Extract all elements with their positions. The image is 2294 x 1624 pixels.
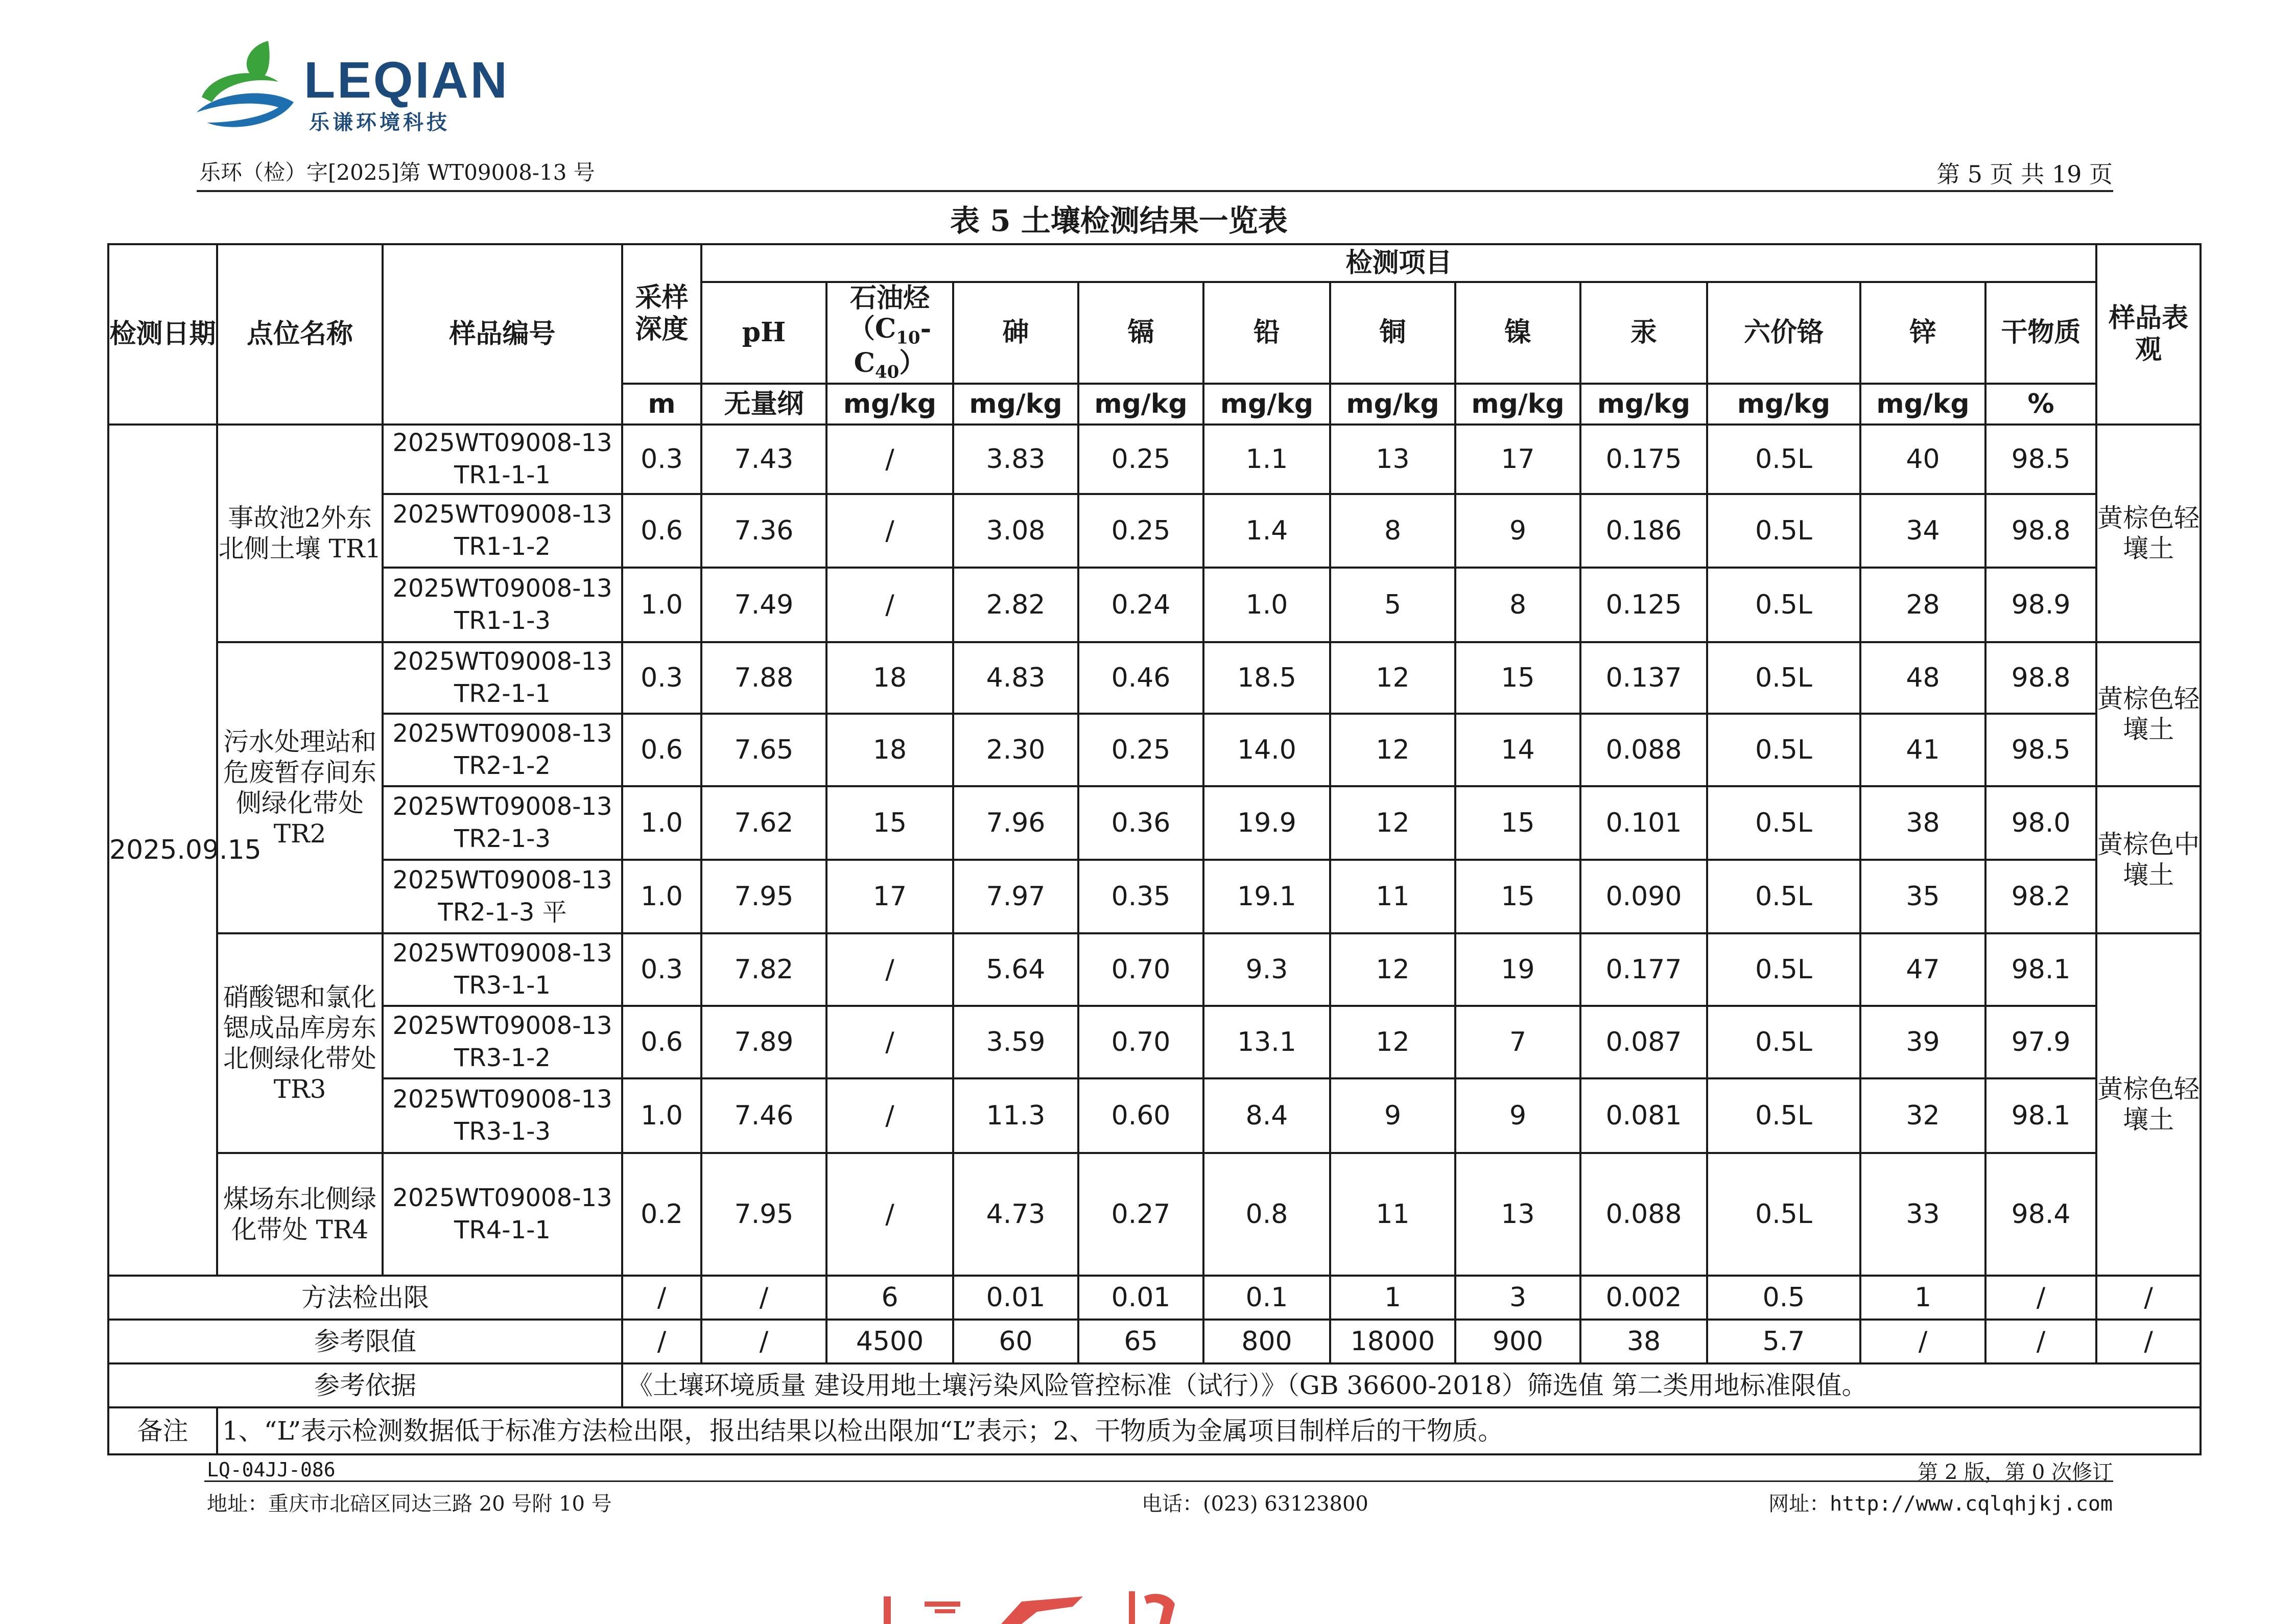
result-value: 7.36	[701, 494, 826, 568]
limit-value: 1	[1860, 1276, 1985, 1320]
sample-id	[383, 933, 622, 1006]
limit-value: 0.01	[953, 1276, 1078, 1320]
sample-id	[383, 568, 622, 642]
result-value: 15	[826, 786, 953, 860]
footer-address: 地址：重庆市北碚区同达三路 20 号附 10 号	[207, 1492, 612, 1516]
result-value: 0.125	[1580, 568, 1707, 642]
limit-value: 6	[826, 1276, 953, 1320]
result-value: 1.4	[1203, 494, 1330, 568]
limit-appearance: /	[2096, 1276, 2201, 1320]
header-item-8: 六价铬	[1707, 282, 1860, 384]
limit-value: 900	[1455, 1320, 1580, 1363]
result-value: 12	[1330, 642, 1455, 714]
sample-id	[383, 494, 622, 568]
result-value: 35	[1860, 860, 1985, 933]
result-value: 0.186	[1580, 494, 1707, 568]
result-value: 0.081	[1580, 1078, 1707, 1153]
result-value: 4.83	[953, 642, 1078, 714]
header-unit-2: mg/kg	[953, 384, 1078, 425]
point-name: 污水处理站和危废暂存间东侧绿化带处 TR2	[217, 642, 383, 933]
result-value: 9	[1330, 1078, 1455, 1153]
header-unit-6: mg/kg	[1455, 384, 1580, 425]
result-value: 12	[1330, 786, 1455, 860]
result-value: 7.95	[701, 860, 826, 933]
result-value: 19.1	[1203, 860, 1330, 933]
sample-id-suffix: TR3-1-1	[454, 971, 551, 1000]
header-item-2: 砷	[953, 282, 1078, 384]
result-value: 0.46	[1078, 642, 1203, 714]
reference-limit-label: 参考限值	[108, 1320, 622, 1363]
header-depth: 采样深度	[622, 244, 701, 384]
result-value: 17	[1455, 425, 1580, 494]
result-value: 0.087	[1580, 1006, 1707, 1078]
table-row	[108, 860, 2201, 933]
header-point: 点位名称	[217, 244, 383, 425]
reference-basis-row	[108, 1363, 2201, 1407]
sample-id-suffix: TR3-1-3	[454, 1117, 551, 1146]
footer-divider	[204, 1480, 2113, 1482]
header-row-1	[108, 244, 2201, 282]
sample-id-suffix: TR1-1-2	[454, 532, 551, 561]
limit-value: 38	[1580, 1320, 1707, 1363]
sample-depth: 1.0	[622, 860, 701, 933]
result-value: 38	[1860, 786, 1985, 860]
sample-id	[383, 642, 622, 714]
header-item-9: 锌	[1860, 282, 1985, 384]
limit-value: /	[1985, 1276, 2096, 1320]
result-value: 32	[1860, 1078, 1985, 1153]
sample-depth: 0.6	[622, 714, 701, 786]
result-value: 98.5	[1985, 714, 2096, 786]
result-value: 0.175	[1580, 425, 1707, 494]
result-value: 11.3	[953, 1078, 1078, 1153]
company-logo	[192, 36, 509, 138]
result-value: 18.5	[1203, 642, 1330, 714]
result-value: 0.5L	[1707, 933, 1860, 1006]
result-value: /	[826, 933, 953, 1006]
result-value: 2.82	[953, 568, 1078, 642]
result-value: 3.59	[953, 1006, 1078, 1078]
sample-id-prefix: 2025WT09008-13	[392, 792, 612, 821]
result-value: 0.5L	[1707, 1078, 1860, 1153]
result-value: 9	[1455, 494, 1580, 568]
header-unit-4: mg/kg	[1203, 384, 1330, 425]
header-item-5: 铜	[1330, 282, 1455, 384]
sample-id-suffix: TR2-1-1	[454, 679, 551, 708]
limit-depth: /	[622, 1320, 701, 1363]
header-divider	[197, 190, 2113, 192]
result-value: /	[826, 494, 953, 568]
result-value: 14.0	[1203, 714, 1330, 786]
result-value: 0.177	[1580, 933, 1707, 1006]
header-sample: 样品编号	[383, 244, 622, 425]
result-value: /	[826, 425, 953, 494]
sample-depth: 0.3	[622, 642, 701, 714]
header-item-1	[826, 282, 953, 384]
header-item-formula: $(C_{10}-C_{40})$	[848, 313, 932, 383]
sample-id	[383, 860, 622, 933]
table-row	[108, 786, 2201, 860]
limit-value: 0.002	[1580, 1276, 1707, 1320]
result-value: 15	[1455, 860, 1580, 933]
result-value: 0.088	[1580, 714, 1707, 786]
result-value: 1.1	[1203, 425, 1330, 494]
result-value: 7.49	[701, 568, 826, 642]
remarks-row	[108, 1407, 2201, 1454]
sample-id-prefix: 2025WT09008-13	[392, 939, 612, 968]
limit-value: /	[701, 1276, 826, 1320]
result-value: 7.96	[953, 786, 1078, 860]
result-value: 11	[1330, 1153, 1455, 1276]
result-value: 7.65	[701, 714, 826, 786]
result-value: 0.5L	[1707, 860, 1860, 933]
result-value: 12	[1330, 933, 1455, 1006]
table-row	[108, 1153, 2201, 1276]
sample-id-prefix: 2025WT09008-13	[392, 866, 612, 895]
header-unit-1: mg/kg	[826, 384, 953, 425]
result-value: 0.8	[1203, 1153, 1330, 1276]
point-name: 煤场东北侧绿化带处 TR4	[217, 1153, 383, 1276]
table-row	[108, 642, 2201, 714]
result-value: 0.5L	[1707, 786, 1860, 860]
sample-depth: 0.3	[622, 425, 701, 494]
result-value: 34	[1860, 494, 1985, 568]
result-value: 7.43	[701, 425, 826, 494]
limit-value: 60	[953, 1320, 1078, 1363]
result-value: 11	[1330, 860, 1455, 933]
reference-basis-text: 《土壤环境质量 建设用地土壤污染风险管控标准（试行）》（GB 36600-2018）筛选值 第二类用地标准限值。	[622, 1363, 2201, 1407]
sample-id	[383, 1153, 622, 1276]
table-row	[108, 1006, 2201, 1078]
result-value: 0.137	[1580, 642, 1707, 714]
limit-value: /	[1985, 1320, 2096, 1363]
result-value: 0.25	[1078, 494, 1203, 568]
sample-depth: 1.0	[622, 1078, 701, 1153]
sample-id-suffix: TR2-1-3 平	[438, 898, 567, 927]
red-seal-stamp-icon	[868, 1576, 1226, 1624]
page-info: 第 5 页 共 19 页	[1936, 160, 2113, 188]
result-value: 28	[1860, 568, 1985, 642]
header-item-name: 石油烃	[849, 283, 930, 314]
result-value: 4.73	[953, 1153, 1078, 1276]
table-row	[108, 933, 2201, 1006]
limit-value: /	[1860, 1320, 1985, 1363]
result-value: 98.0	[1985, 786, 2096, 860]
sample-id-suffix: TR1-1-3	[454, 606, 551, 635]
result-value: 98.8	[1985, 494, 2096, 568]
sample-appearance: 黄棕色轻壤土	[2096, 642, 2201, 786]
result-value: 14	[1455, 714, 1580, 786]
limit-value: 1	[1330, 1276, 1455, 1320]
result-value: 19.9	[1203, 786, 1330, 860]
result-value: 13	[1455, 1153, 1580, 1276]
result-value: 0.36	[1078, 786, 1203, 860]
sample-id	[383, 1078, 622, 1153]
result-value: 97.9	[1985, 1006, 2096, 1078]
result-value: 0.5L	[1707, 494, 1860, 568]
result-value: /	[826, 1006, 953, 1078]
result-value: 98.1	[1985, 933, 2096, 1006]
sample-id	[383, 425, 622, 494]
limit-value: 0.01	[1078, 1276, 1203, 1320]
result-value: 0.27	[1078, 1153, 1203, 1276]
header-item-10: 干物质	[1985, 282, 2096, 384]
result-value: 7.46	[701, 1078, 826, 1153]
footer-website: 网址：http://www.cqlqhjkj.com	[1768, 1492, 2113, 1516]
limit-value: 0.5	[1707, 1276, 1860, 1320]
header-item-7: 汞	[1580, 282, 1707, 384]
result-value: 48	[1860, 642, 1985, 714]
limit-value: /	[701, 1320, 826, 1363]
result-value: 19	[1455, 933, 1580, 1006]
result-value: 12	[1330, 1006, 1455, 1078]
limit-appearance: /	[2096, 1320, 2201, 1363]
result-value: 0.5L	[1707, 1006, 1860, 1078]
reference-limit-row	[108, 1320, 2201, 1363]
header-unit-9: mg/kg	[1860, 384, 1985, 425]
header-item-4: 铅	[1203, 282, 1330, 384]
result-value: 9.3	[1203, 933, 1330, 1006]
result-value: 98.8	[1985, 642, 2096, 714]
version-info: 第 2 版，第 0 次修订	[1918, 1461, 2113, 1484]
result-value: 18	[826, 642, 953, 714]
sample-id-prefix: 2025WT09008-13	[392, 647, 612, 676]
result-value: 47	[1860, 933, 1985, 1006]
table-row	[108, 494, 2201, 568]
sample-appearance: 黄棕色轻壤土	[2096, 933, 2201, 1276]
header-items-group: 检测项目	[701, 244, 2096, 282]
header-unit-10: %	[1985, 384, 2096, 425]
result-value: 13.1	[1203, 1006, 1330, 1078]
result-value: 7.89	[701, 1006, 826, 1078]
sample-depth: 1.0	[622, 568, 701, 642]
result-value: 2.30	[953, 714, 1078, 786]
table-title: 表 5 土壤检测结果一览表	[950, 203, 1288, 238]
result-value: 0.25	[1078, 425, 1203, 494]
result-value: 98.5	[1985, 425, 2096, 494]
result-value: 15	[1455, 786, 1580, 860]
result-value: 7.95	[701, 1153, 826, 1276]
result-value: 9	[1455, 1078, 1580, 1153]
result-value: 5.64	[953, 933, 1078, 1006]
sample-id-suffix: TR2-1-2	[454, 751, 551, 780]
limit-depth: /	[622, 1276, 701, 1320]
sample-depth: 0.2	[622, 1153, 701, 1276]
header-item-6: 镍	[1455, 282, 1580, 384]
result-value: 13	[1330, 425, 1455, 494]
header-unit-8: mg/kg	[1707, 384, 1860, 425]
sample-id-prefix: 2025WT09008-13	[392, 429, 612, 458]
sample-id-prefix: 2025WT09008-13	[392, 1085, 612, 1114]
limit-value: 5.7	[1707, 1320, 1860, 1363]
limit-value: 4500	[826, 1320, 953, 1363]
result-value: 0.35	[1078, 860, 1203, 933]
result-value: 3.83	[953, 425, 1078, 494]
result-value: 7.82	[701, 933, 826, 1006]
sample-id	[383, 786, 622, 860]
logo-brand: LEQIAN	[304, 52, 509, 109]
result-value: /	[826, 1153, 953, 1276]
header-unit-5: mg/kg	[1330, 384, 1455, 425]
result-value: 0.101	[1580, 786, 1707, 860]
doc-number: 乐环（检）字[2025]第 WT09008-13 号	[199, 160, 595, 185]
result-value: 98.9	[1985, 568, 2096, 642]
limit-value: 65	[1078, 1320, 1203, 1363]
result-value: /	[826, 568, 953, 642]
result-value: 0.24	[1078, 568, 1203, 642]
sample-id-suffix: TR4-1-1	[454, 1215, 551, 1244]
sample-depth: 0.6	[622, 494, 701, 568]
result-value: 7.62	[701, 786, 826, 860]
result-value: 33	[1860, 1153, 1985, 1276]
footer-phone: 电话：(023) 63123800	[1142, 1492, 1368, 1516]
sample-id-prefix: 2025WT09008-13	[392, 574, 612, 603]
sample-id-prefix: 2025WT09008-13	[392, 1011, 612, 1041]
limit-value: 18000	[1330, 1320, 1455, 1363]
header-unit-0: 无量纲	[701, 384, 826, 425]
result-value: 39	[1860, 1006, 1985, 1078]
sample-id-suffix: TR2-1-3	[454, 824, 551, 853]
result-value: 0.5L	[1707, 425, 1860, 494]
reference-basis-label: 参考依据	[108, 1363, 622, 1407]
header-unit-7: mg/kg	[1580, 384, 1707, 425]
result-value: 8	[1455, 568, 1580, 642]
result-value: 15	[1455, 642, 1580, 714]
limit-value: 800	[1203, 1320, 1330, 1363]
result-value: 98.4	[1985, 1153, 2096, 1276]
result-value: /	[826, 1078, 953, 1153]
result-value: 18	[826, 714, 953, 786]
sample-id-prefix: 2025WT09008-13	[392, 1184, 612, 1213]
result-value: 0.70	[1078, 1006, 1203, 1078]
sample-appearance: 黄棕色轻壤土	[2096, 425, 2201, 642]
header-item-0: pH	[701, 282, 826, 384]
result-value: 0.088	[1580, 1153, 1707, 1276]
header-unit-3: mg/kg	[1078, 384, 1203, 425]
sample-depth: 0.3	[622, 933, 701, 1006]
sample-id-suffix: TR1-1-1	[454, 460, 551, 489]
point-name: 事故池2外东北侧土壤 TR1	[217, 425, 383, 642]
table-row	[108, 568, 2201, 642]
result-value: 3.08	[953, 494, 1078, 568]
result-value: 7.97	[953, 860, 1078, 933]
table-row	[108, 714, 2201, 786]
result-value: 98.2	[1985, 860, 2096, 933]
remarks-text: 1、“L”表示检测数据低于标准方法检出限，报出结果以检出限加“L”表示；2、干物质为金属项目制样后的干物质。	[217, 1407, 2201, 1454]
point-name: 硝酸锶和氯化锶成品库房东北侧绿化带处 TR3	[217, 933, 383, 1153]
result-value: 0.5L	[1707, 568, 1860, 642]
test-date: 2025.09.15	[108, 425, 217, 1276]
header-item-3: 镉	[1078, 282, 1203, 384]
sample-id-prefix: 2025WT09008-13	[392, 500, 612, 529]
result-value: 0.090	[1580, 860, 1707, 933]
sample-appearance: 黄棕色中壤土	[2096, 786, 2201, 933]
result-value: 40	[1860, 425, 1985, 494]
sample-id-prefix: 2025WT09008-13	[392, 719, 612, 748]
result-value: 0.5L	[1707, 642, 1860, 714]
logo-swirl-icon	[192, 36, 304, 138]
result-value: 5	[1330, 568, 1455, 642]
soil-results-table	[107, 243, 2202, 1455]
sample-id	[383, 1006, 622, 1078]
remarks-label: 备注	[108, 1407, 217, 1454]
result-value: 0.70	[1078, 933, 1203, 1006]
result-value: 0.60	[1078, 1078, 1203, 1153]
sample-id-suffix: TR3-1-2	[454, 1043, 551, 1072]
sample-depth: 1.0	[622, 786, 701, 860]
result-value: 7.88	[701, 642, 826, 714]
form-code: LQ-04JJ-086	[207, 1458, 336, 1481]
limit-value: 3	[1455, 1276, 1580, 1320]
limit-value: 0.1	[1203, 1276, 1330, 1320]
header-date: 检测日期	[108, 244, 217, 425]
result-value: 12	[1330, 714, 1455, 786]
detection-limit-label: 方法检出限	[108, 1276, 622, 1320]
result-value: 0.5L	[1707, 1153, 1860, 1276]
result-value: 8.4	[1203, 1078, 1330, 1153]
table-row	[108, 425, 2201, 494]
result-value: 1.0	[1203, 568, 1330, 642]
result-value: 0.5L	[1707, 714, 1860, 786]
result-value: 17	[826, 860, 953, 933]
result-value: 41	[1860, 714, 1985, 786]
logo-subtitle: 乐谦环境科技	[309, 111, 450, 134]
sample-id	[383, 714, 622, 786]
header-depth-unit: m	[622, 384, 701, 425]
result-value: 98.1	[1985, 1078, 2096, 1153]
result-value: 7	[1455, 1006, 1580, 1078]
table-row	[108, 1078, 2201, 1153]
detection-limit-row	[108, 1276, 2201, 1320]
result-value: 8	[1330, 494, 1455, 568]
sample-depth: 0.6	[622, 1006, 701, 1078]
header-appearance: 样品表观	[2096, 244, 2201, 425]
result-value: 0.25	[1078, 714, 1203, 786]
